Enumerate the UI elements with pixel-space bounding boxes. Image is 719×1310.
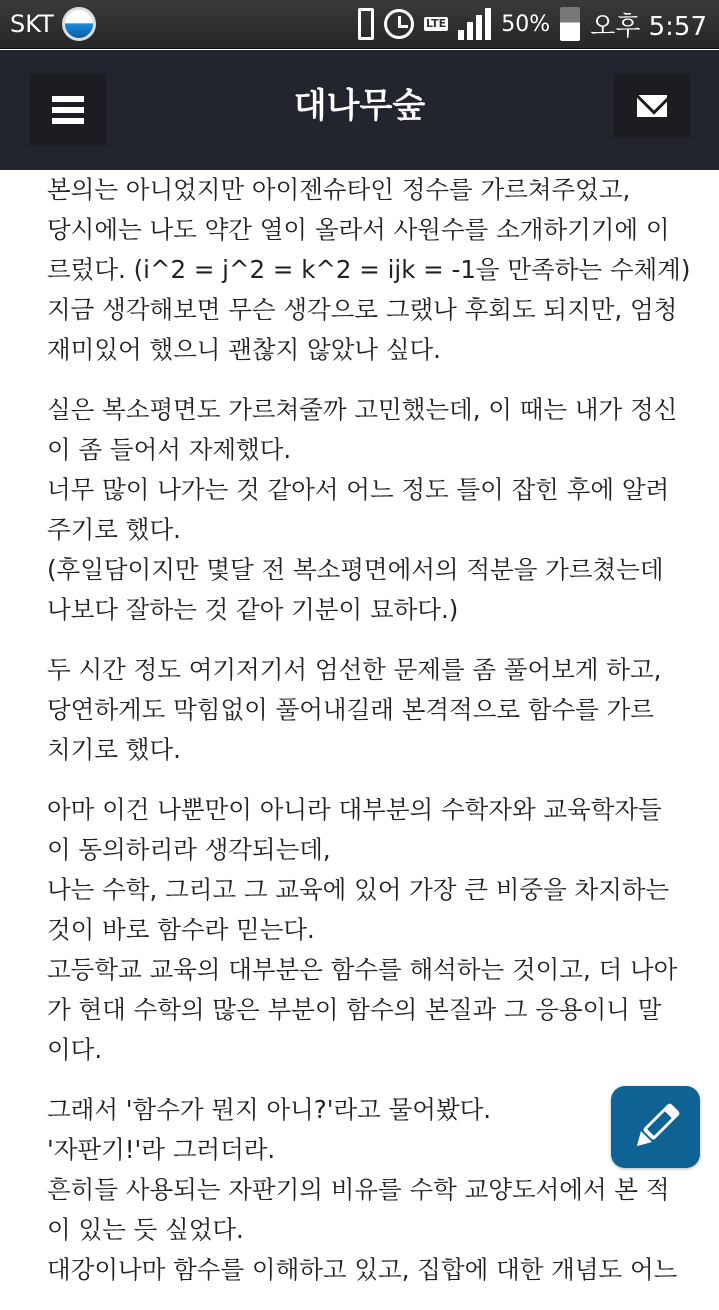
signal-icon xyxy=(458,8,491,40)
carrier-logo-icon xyxy=(62,7,96,41)
page-title: 대나무숲 xyxy=(293,86,426,126)
text-line: 대강이나마 함수를 이해하고 있고, 집합에 대한 개념도 어느 xyxy=(47,1255,678,1284)
write-button[interactable] xyxy=(611,1086,700,1168)
pencil-icon xyxy=(627,1098,685,1156)
text-line: 지금 생각해보면 무슨 생각으로 그랬나 후회도 되지만, 엄청 xyxy=(47,295,678,324)
text-line: 당연하게도 막힘없이 풀어내길래 본격적으로 함수를 가르 xyxy=(47,695,654,724)
text-line: 주기로 했다. xyxy=(47,515,181,544)
text-line: 흔히들 사용되는 자판기의 비유를 수학 교양도서에서 본 적 xyxy=(47,1175,670,1204)
text-line: 나보다 잘하는 것 같아 기분이 묘하다.) xyxy=(47,595,459,624)
battery-percent: 50% xyxy=(501,11,551,37)
text-line: 치기로 했다. xyxy=(47,735,181,764)
text-line: 아마 이건 나뿐만이 아니라 대부분의 수학자와 교육학자들 xyxy=(47,795,662,824)
text-line: '자판기!'라 그러더라. xyxy=(47,1135,276,1164)
text-line: 고등학교 교육의 대부분은 함수를 해석하는 것이고, 더 나아 xyxy=(47,955,678,984)
text-line: 나는 수학, 그리고 그 교육에 있어 가장 큰 비중을 차지하는 xyxy=(47,875,670,904)
app-header xyxy=(0,50,719,170)
text-line: 이 동의하리라 생각되는데, xyxy=(47,835,331,864)
text-line: 당시에는 나도 약간 열이 올라서 사원수를 소개하기기에 이 xyxy=(47,215,670,244)
text-line: (후일담이지만 몇달 전 복소평면에서의 적분을 가르쳤는데 xyxy=(47,555,664,584)
mail-button[interactable] xyxy=(614,74,690,138)
text-line: 것이 바로 함수라 믿는다. xyxy=(47,915,315,944)
paragraph xyxy=(47,650,719,770)
text-line: 이 있는 듯 싶었다. xyxy=(47,1215,244,1244)
battery-icon xyxy=(560,7,580,41)
paragraph xyxy=(47,790,719,1070)
text-line: 이 좀 들어서 자제했다. xyxy=(47,435,292,464)
alarm-icon xyxy=(384,9,414,39)
text-line: 이다. xyxy=(47,1035,103,1064)
text-line: 본의는 아니었지만 아이젠슈타인 정수를 가르쳐주었고, xyxy=(47,175,631,204)
text-line: 르렀다. (i^2 = j^2 = k^2 = ijk = -1을 만족하는 수체계) xyxy=(47,255,691,284)
paragraph xyxy=(47,170,719,370)
paragraph xyxy=(47,390,719,630)
text-line: 재미있어 했으니 괜찮지 않았나 싶다. xyxy=(47,335,441,364)
status-bar xyxy=(0,0,719,49)
text-line: 실은 복소평면도 가르쳐줄까 고민했는데, 이 때는 내가 정신 xyxy=(47,395,678,424)
envelope-icon xyxy=(637,95,667,117)
text-line: 두 시간 정도 여기저기서 엄선한 문제를 좀 풀어보게 하고, xyxy=(47,655,662,684)
text-line: 그래서 '함수가 뭔지 아니?'라고 물어봤다. xyxy=(47,1095,492,1124)
vibrate-icon xyxy=(358,8,374,40)
text-line: 너무 많이 나가는 것 같아서 어느 정도 틀이 잡힌 후에 알려 xyxy=(47,475,670,504)
lte-icon: LTE xyxy=(425,17,447,30)
clock: 오후 5:57 xyxy=(590,11,707,42)
text-line: 가 현대 수학의 많은 부분이 함수의 본질과 그 응용이니 말 xyxy=(47,995,662,1024)
carrier-label: SKT xyxy=(10,10,54,38)
